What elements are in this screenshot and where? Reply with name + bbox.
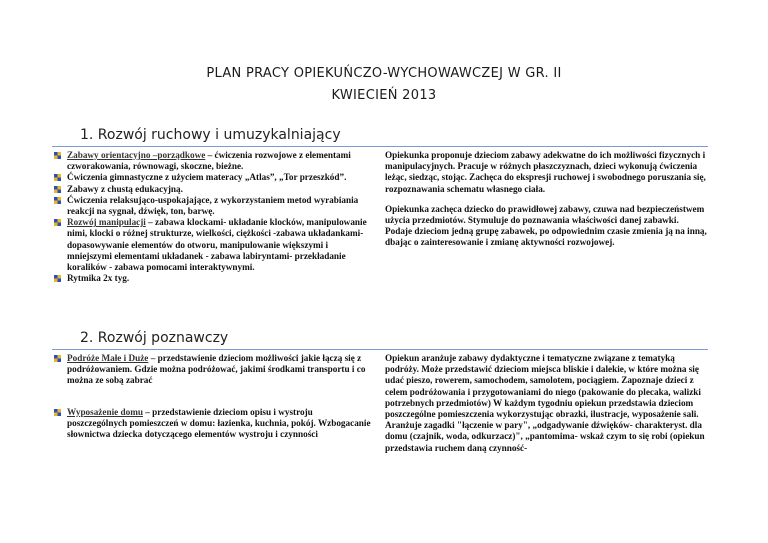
item-text: – przedstawienie dzieciom opisu i wystroju poszczególnych pomieszczeń w domu: łazienka, kuchnia, pokój. Wzbogacanie słownictwa dziecka dotyczącego elementów wystroju i czynności [67,406,371,440]
section-2-heading: 2. Rozwój poznawczy [80,330,229,346]
item-text: – ćwiczenia rozwojowe z elementami czworakowania, równowagi, skoczne, bieżne. [67,150,351,172]
bullet-icon [54,174,61,181]
bullet-icon [54,275,61,282]
list-item [54,172,374,183]
item-lead: Podróże Małe i Duże [67,353,149,363]
list-item [54,217,374,273]
document-title: PLAN PRACY OPIEKUŃCZO-WYCHOWAWCZEJ W GR. II [206,66,562,81]
list-item [54,407,374,441]
bullet-icon [54,186,61,193]
item-text: – zabawa klockami- układanie klocków, manipulowanie nimi, klocki o różnej strukturze, wielkości, ciężkości -zabawa układankami- dopasowywanie elementów do otworu, manipulowanie większymi i mniejszymi elementami układanek - zabawa labiryntami- przekładanie koralików - zabawa pomocami interaktywnymi. [67,217,367,273]
item-text: Rytmika 2x tyg. [67,273,130,284]
item-lead: Zabawy orientacyjno –porządkowe [67,150,206,160]
paragraph: Opiekunka proponuje dzieciom zabawy adekwatne do ich możliwości fizycznych i manipulacyjnych. Pracuje w różnych płaszczyznach, dzieci wykonują ćwiczenia leżąc, siedząc, stojąc. Zachęca do ekspresji ruchowej i swobodnego poruszania się, rozpoznawania schematu własnego ciała. [385,150,706,194]
paragraph: Opiekunka zachęca dziecko do prawidłowej zabawy, czuwa nad bezpieczeństwem użycia przedmiotów. Stymuluje do poznawania właściwości danej zabawki. Podaje dzieciom jedną grupę zabawek, po odpowiednim czasie zmienia ją na inną, dbając o zainteresowanie i zmianę aktywności rozwojowej. [385,203,707,248]
item-lead: Wyposażenie domu [67,406,143,417]
bullet-icon [54,355,61,362]
list-item [54,195,374,217]
section-2-right-column [385,353,707,454]
section-2-rule [52,349,708,350]
paragraph: Opiekun aranżuje zabawy dydaktyczne i tematyczne związane z tematyką podróży. Może przedstawić dzieciom miejsca bliskie i dalekie, w które można się udać pieszo, rowerem, samochodem, samolotem, pociągiem. Zapoznaje dzieci z celem podróżowania i przygotowaniami do niego (pakowanie do plecaka, walizki potrzebnych przedmiotów) W każdym tygodniu opiekun przedstawia dzieciom poszczególne pomieszczenia wykorzystując obrazki, ilustracje, wyposażenie sali. Aranżuje zagadki "łączenie w pary", „odgadywanie dźwięków- charakteryst. dla domu (czajnik, woda, odkurzacz)", „pantomima- wskaż czym to się robi (opiekun przedstawia ruchem daną czynność- [385,353,705,453]
item-text: – przedstawienie dzieciom możliwości jakie łączą się z podróżowaniem. Gdzie można podróżować, jakimi środkami transportu i co można ze sobą zabrać [67,353,366,386]
section-1-rule [52,146,708,147]
document-subtitle: KWIECIEŃ 2013 [331,88,437,103]
section-1-heading: 1. Rozwój ruchowy i umuzykalniający [80,127,341,143]
list-item [54,273,374,284]
list-item [54,150,374,172]
bullet-icon [54,409,61,416]
section-1-left-column [54,150,374,284]
list-item [54,184,374,195]
item-text: Ćwiczenia gimnastyczne z użyciem materacy „Atlas”, „Tor przeszkód”. [67,172,347,183]
bullet-icon [54,219,61,226]
section-2-left-column [54,353,374,440]
bullet-icon [54,152,61,159]
list-item [54,353,374,387]
item-text: Zabawy z chustą edukacyjną. [67,183,183,194]
item-text: Ćwiczenia relaksująco-uspokajające, z wykorzystaniem metod wyrabiania reakcji na sygnał, dźwięk, ton, barwę. [67,194,359,217]
bullet-icon [54,197,61,204]
item-lead: Rozwój manipulacji [67,217,146,228]
section-1-right-column [385,150,707,249]
